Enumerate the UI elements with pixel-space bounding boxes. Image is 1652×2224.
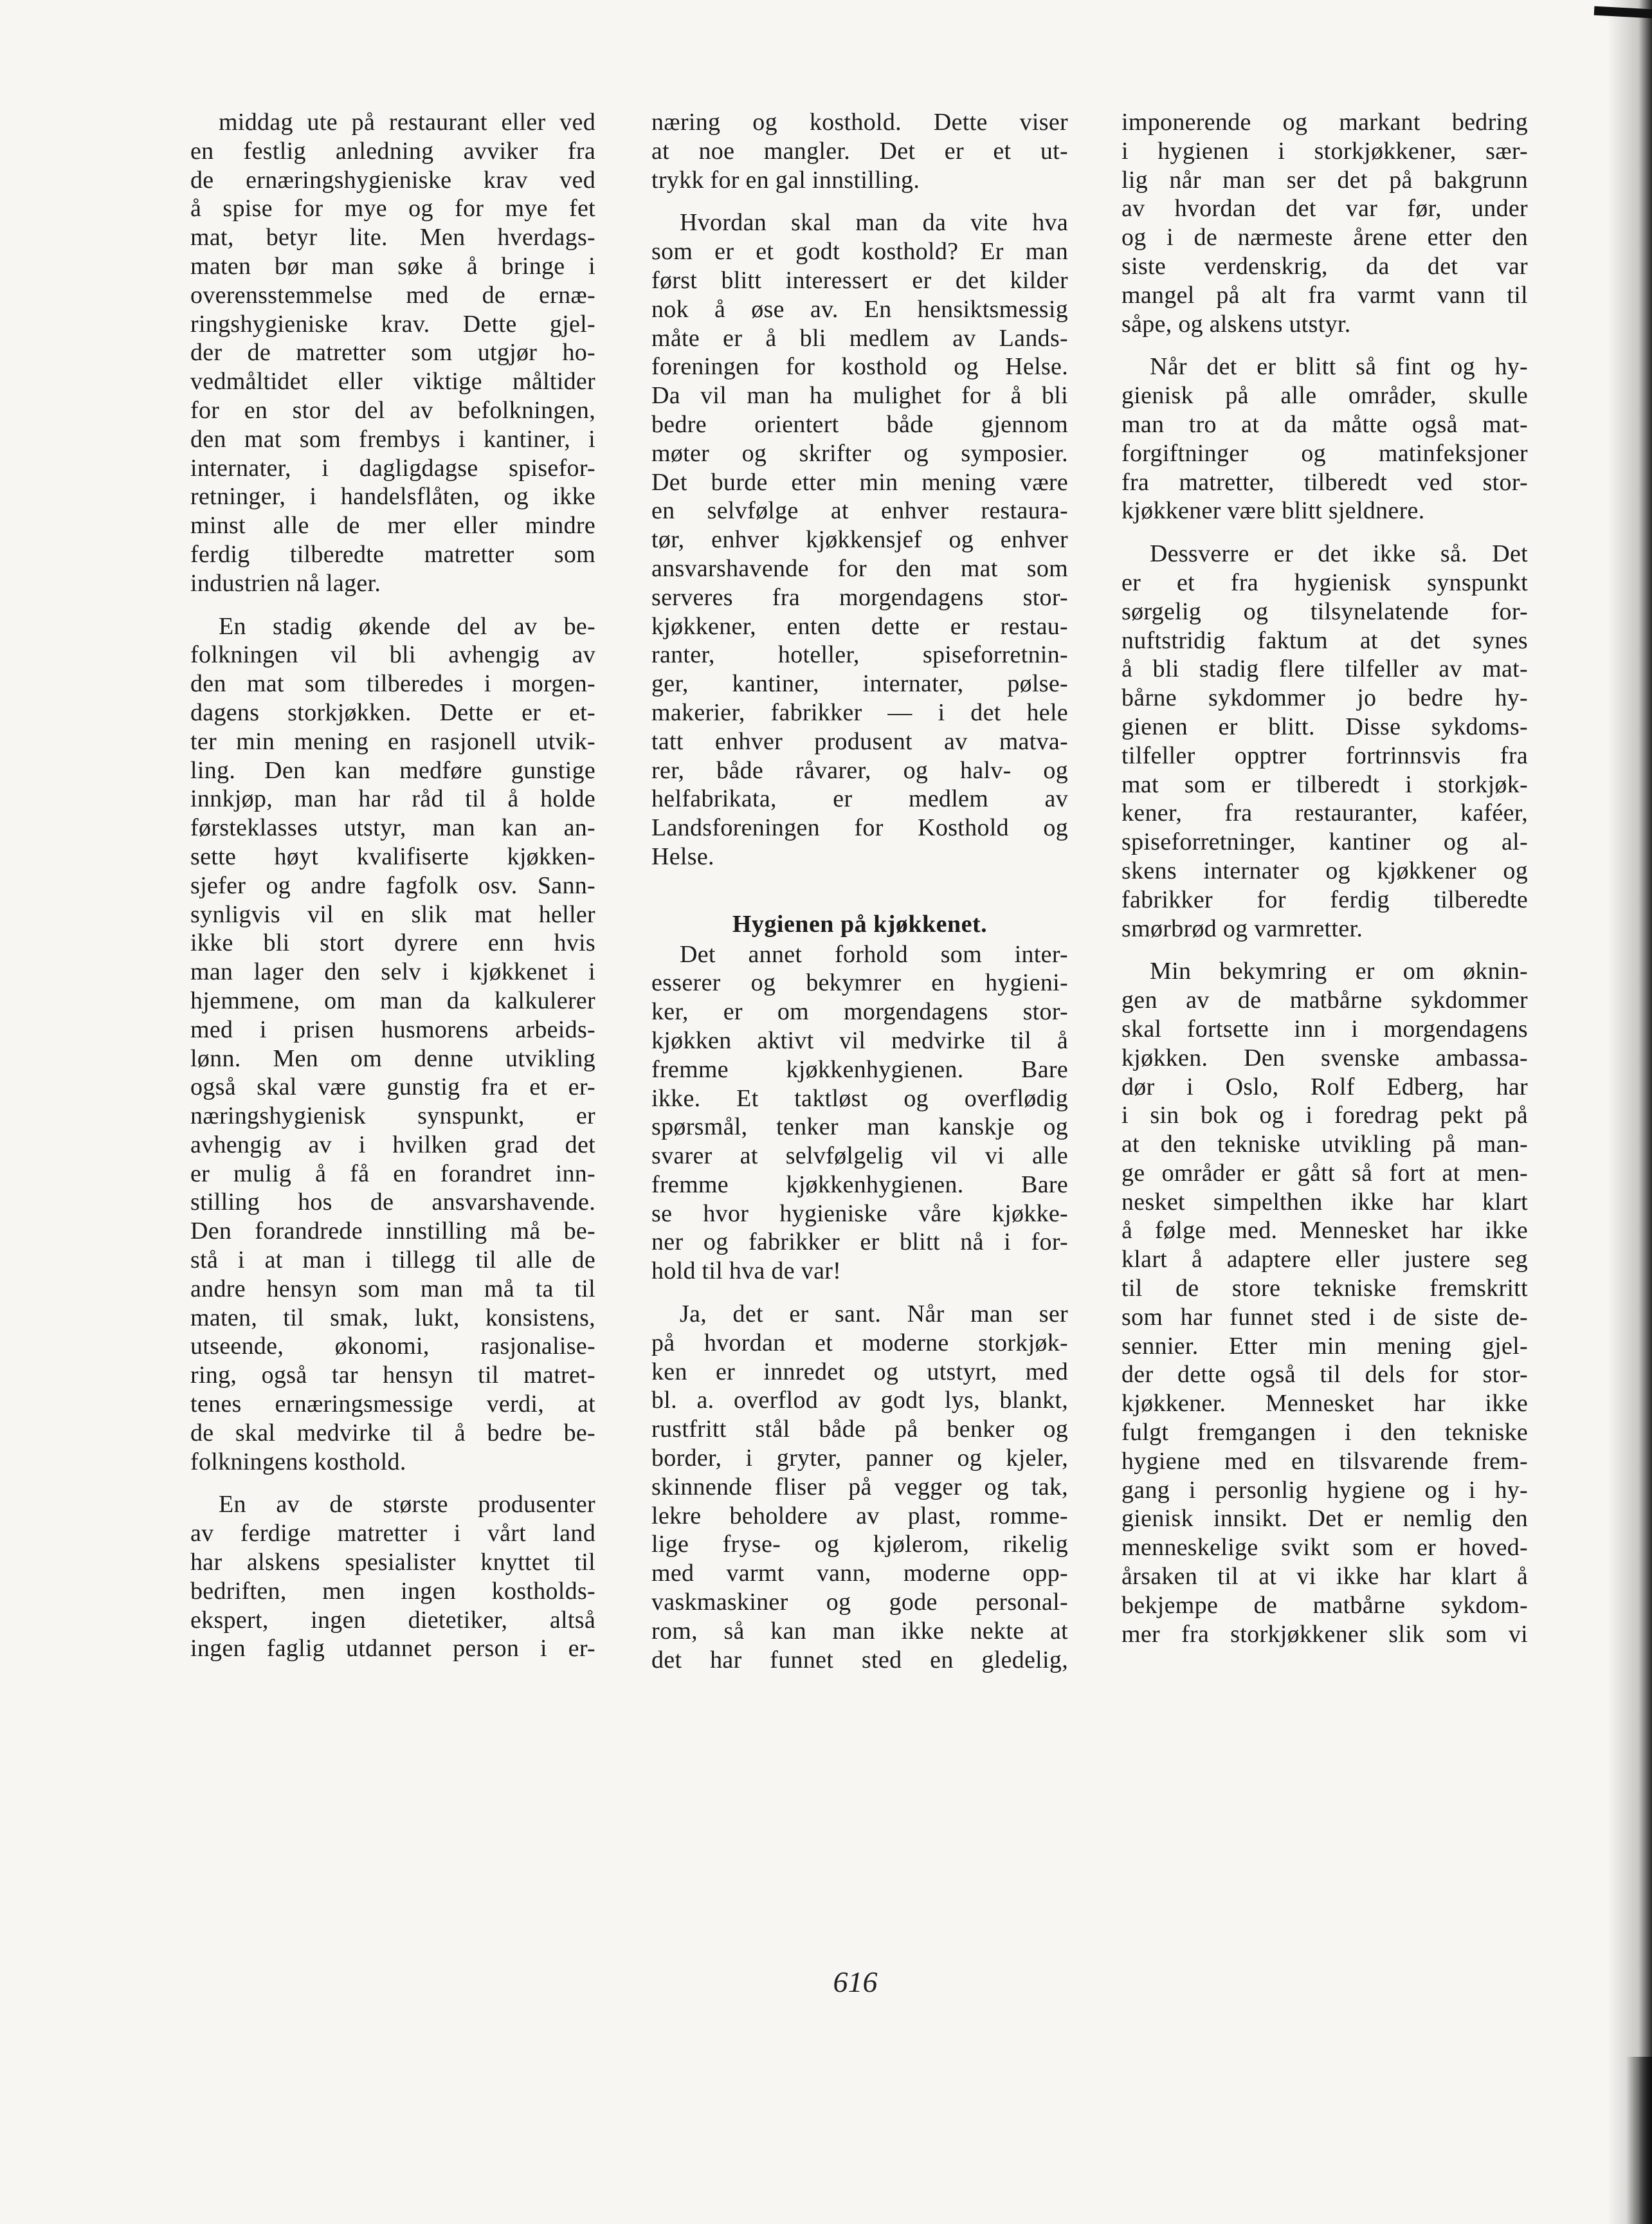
text-line: den mat som tilberedes i morgen- bbox=[190, 670, 595, 698]
text-line: som er et godt kosthold? Er man bbox=[651, 238, 1068, 266]
text-line: Da vil man ha mulighet for å bli bbox=[651, 382, 1068, 410]
text-line: ringshygieniske krav. Dette gjel- bbox=[190, 310, 595, 338]
text-line: er et fra hygienisk synspunkt bbox=[1121, 569, 1528, 596]
text-line: fra matretter, tilberedt ved stor- bbox=[1121, 468, 1528, 496]
text-line: næring og kosthold. Dette viser bbox=[651, 109, 1068, 136]
text-line: skal fortsette inn i morgendagens bbox=[1121, 1015, 1528, 1043]
text-line: foreningen for kosthold og Helse. bbox=[651, 353, 1068, 381]
text-line: og i de nærmeste årene etter den bbox=[1121, 224, 1528, 251]
text-line: på hvordan et moderne storkjøk- bbox=[651, 1329, 1068, 1356]
text-line: lige fryse- og kjølerom, rikelig bbox=[651, 1531, 1068, 1558]
text-line: Landsforeningen for Kosthold og bbox=[651, 814, 1068, 842]
text-line: Dessverre er det ikke så. Det bbox=[1150, 540, 1528, 568]
text-line: ranter, hoteller, spiseforretnin- bbox=[651, 641, 1068, 669]
text-line: der dette også til dels for stor- bbox=[1121, 1361, 1528, 1389]
paragraph bbox=[651, 940, 1068, 1286]
text-line: bedre orientert både gjennom bbox=[651, 410, 1068, 438]
text-line: trykk for en gal innstilling. bbox=[651, 166, 920, 194]
text-line: En stadig økende del av be- bbox=[219, 612, 595, 640]
text-line: skinnende fliser på vegger og tak, bbox=[651, 1473, 1068, 1500]
text-line: helfabrikata, er medlem av bbox=[651, 785, 1068, 813]
text-line: i hygienen i storkjøkkener, sær- bbox=[1121, 137, 1528, 165]
text-line: med i prisen husmorens arbeids- bbox=[190, 1016, 595, 1043]
text-line: først blitt interessert er det kilder bbox=[651, 266, 1068, 294]
scan-edge-shadow bbox=[1626, 2057, 1652, 2224]
text-line: de skal medvirke til å bedre be- bbox=[190, 1419, 595, 1446]
text-line: der de matretter som utgjør ho- bbox=[190, 339, 595, 367]
text-line: Min bekymring er om øknin- bbox=[1150, 958, 1528, 985]
text-line: lønn. Men om denne utvikling bbox=[190, 1044, 595, 1072]
text-line: møter og skrifter og symposier. bbox=[651, 439, 1068, 467]
text-line: kjøkkener, enten dette er restau- bbox=[651, 612, 1068, 640]
text-line: ekspert, ingen dietetiker, altså bbox=[190, 1606, 595, 1634]
paragraph bbox=[651, 108, 1068, 194]
paragraph-gap bbox=[190, 1476, 595, 1490]
text-line: ker, er om morgendagens stor- bbox=[651, 998, 1068, 1026]
text-line: gen av de matbårne sykdommer bbox=[1121, 987, 1528, 1014]
text-line: En av de største produsenter bbox=[219, 1491, 595, 1518]
paragraph bbox=[190, 1490, 595, 1663]
text-line: Når det er blitt så fint og hy- bbox=[1150, 353, 1528, 381]
text-column-2 bbox=[651, 108, 1068, 1674]
text-line: tør, enhver kjøkkensjef og enhver bbox=[651, 526, 1068, 554]
text-line: man lager den selv i kjøkkenet i bbox=[190, 958, 595, 986]
text-line: ter min mening en rasjonell utvik- bbox=[190, 727, 595, 755]
text-line: nok å øse av. En hensiktsmessig bbox=[651, 295, 1068, 323]
text-line: lekre beholdere av plast, romme- bbox=[651, 1502, 1068, 1529]
text-line: dør i Oslo, Rolf Edberg, har bbox=[1121, 1073, 1528, 1100]
text-line: sennier. Etter min mening gjel- bbox=[1121, 1332, 1528, 1360]
text-line: såpe, og alskens utstyr. bbox=[1121, 310, 1351, 338]
text-column-1 bbox=[190, 108, 595, 1663]
text-line: industrien nå lager. bbox=[190, 569, 381, 597]
text-line: avhengig av i hvilken grad det bbox=[190, 1131, 595, 1158]
text-line: fremme kjøkkenhygienen. Bare bbox=[651, 1171, 1068, 1198]
text-line: vedmåltidet eller viktige måltider bbox=[190, 368, 595, 396]
text-line: næringshygienisk synspunkt, er bbox=[190, 1102, 595, 1130]
paragraph-gap bbox=[1121, 943, 1528, 957]
text-line: av hvordan det var før, under bbox=[1121, 195, 1528, 223]
text-line: esserer og bekymrer en hygieni- bbox=[651, 969, 1068, 997]
text-line: kener, fra restauranter, kaféer, bbox=[1121, 799, 1528, 827]
paragraph-gap bbox=[651, 194, 1068, 208]
text-line: Det burde etter min mening være bbox=[651, 468, 1068, 496]
text-line: Helse. bbox=[651, 843, 714, 870]
text-line: for en stor del av befolkningen, bbox=[190, 396, 595, 424]
text-line: maten bør man søke å bringe i bbox=[190, 252, 595, 280]
text-line: ansvarshavende for den mat som bbox=[651, 554, 1068, 582]
paragraph bbox=[1121, 108, 1528, 338]
text-line: tatt enhver produsent av matva- bbox=[651, 727, 1068, 755]
text-line: forgiftninger og matinfeksjoner bbox=[1121, 439, 1528, 467]
text-line: med varmt vann, moderne opp- bbox=[651, 1560, 1068, 1587]
text-line: ner og fabrikker er blitt nå i for- bbox=[651, 1228, 1068, 1256]
text-line: ken er innredet og utstyrt, med bbox=[651, 1358, 1068, 1385]
text-line: andre hensyn som man må ta til bbox=[190, 1275, 595, 1302]
text-line: imponerende og markant bedring bbox=[1121, 109, 1528, 136]
text-line: utseende, økonomi, rasjonalise- bbox=[190, 1333, 595, 1360]
text-line: mangel på alt fra varmt vann til bbox=[1121, 281, 1528, 309]
text-line: å spise for mye og for mye fet bbox=[190, 195, 595, 223]
text-line: måte er å bli medlem av Lands- bbox=[651, 324, 1068, 352]
text-line: tilfeller opptrer fortrinnsvis fra bbox=[1121, 742, 1528, 769]
text-line: retninger, i handelsflåten, og ikke bbox=[190, 483, 595, 511]
text-line: border, i gryter, panner og kjeler, bbox=[651, 1445, 1068, 1472]
text-line: smørbrød og varmretter. bbox=[1121, 915, 1363, 942]
text-line: kjøkkener være blitt sjeldnere. bbox=[1121, 497, 1425, 525]
text-line: er mulig å få en forandret inn- bbox=[190, 1160, 595, 1187]
text-line: gienen er blitt. Disse sykdoms- bbox=[1121, 713, 1528, 740]
text-line: fabrikker for ferdig tilberedte bbox=[1121, 886, 1528, 913]
text-line: rer, både råvarer, og halv- og bbox=[651, 756, 1068, 784]
text-line: også skal være gunstig fra et er- bbox=[190, 1073, 595, 1101]
text-line: vaskmaskiner og gode personal- bbox=[651, 1589, 1068, 1616]
text-line: middag ute på restaurant eller ved bbox=[219, 109, 595, 136]
text-line: mer fra storkjøkkener slik som vi bbox=[1121, 1620, 1528, 1648]
text-line: maten, til smak, lukt, konsistens, bbox=[190, 1304, 595, 1331]
text-line: man tro at da måtte også mat- bbox=[1121, 410, 1528, 438]
text-line: Hvordan skal man da vite hva bbox=[680, 209, 1068, 237]
paragraph bbox=[190, 612, 595, 1477]
text-line: tenes ernæringsmessige verdi, at bbox=[190, 1390, 595, 1418]
text-line: har alskens spesialister knyttet til bbox=[190, 1549, 595, 1576]
text-line: Ja, det er sant. Når man ser bbox=[680, 1300, 1068, 1328]
text-line: fremme kjøkkenhygienen. Bare bbox=[651, 1055, 1068, 1083]
text-line: å følge med. Mennesket har ikke bbox=[1121, 1217, 1528, 1244]
text-line: ferdig tilberedte matretter som bbox=[190, 540, 595, 568]
text-line: Den forandrede innstilling må be- bbox=[190, 1217, 595, 1245]
text-line: hygiene med en tilsvarende frem- bbox=[1121, 1447, 1528, 1475]
paragraph bbox=[651, 208, 1068, 871]
text-line: sørgelig og tilsynelatende for- bbox=[1121, 597, 1528, 625]
paragraph-gap bbox=[1121, 525, 1528, 540]
text-line: ge områder er gått så fort at men- bbox=[1121, 1159, 1528, 1187]
text-line: at noe mangler. Det er et ut- bbox=[651, 137, 1068, 165]
text-line: ikke bli stort dyrere enn hvis bbox=[190, 929, 595, 957]
text-line: ingen faglig utdannet person i er- bbox=[190, 1635, 595, 1663]
text-line: innkjøp, man har råd til å holde bbox=[190, 785, 595, 813]
paragraph bbox=[651, 1300, 1068, 1674]
paragraph bbox=[1121, 957, 1528, 1648]
text-line: synligvis vil en slik mat heller bbox=[190, 900, 595, 928]
text-line: minst alle de mer eller mindre bbox=[190, 512, 595, 540]
text-line: Det annet forhold som inter- bbox=[680, 940, 1068, 968]
text-line: bl. a. overflod av godt lys, blankt, bbox=[651, 1387, 1068, 1414]
text-line: årsaken til at vi ikke har klart å bbox=[1121, 1563, 1528, 1591]
text-line: menneskelige svikt som er hoved- bbox=[1121, 1534, 1528, 1562]
text-line: stå i at man i tillegg til alle de bbox=[190, 1246, 595, 1274]
text-column-3 bbox=[1121, 108, 1528, 1648]
text-line: som har funnet sted i de siste de- bbox=[1121, 1303, 1528, 1331]
text-line: spiseforretninger, kantiner og al- bbox=[1121, 828, 1528, 856]
text-line: til de store tekniske fremskritt bbox=[1121, 1275, 1528, 1302]
text-line: ger, kantiner, internater, pølse- bbox=[651, 670, 1068, 698]
text-line: hold til hva de var! bbox=[651, 1257, 842, 1285]
text-line: en festlig anledning avviker fra bbox=[190, 137, 595, 165]
text-line: svarer at selvfølgelig vil vi alle bbox=[651, 1142, 1068, 1170]
text-line: en selvfølge at enhver restaura- bbox=[651, 497, 1068, 525]
text-line: siste verdenskrig, da det var bbox=[1121, 252, 1528, 280]
text-line: internater, i dagligdagse spisefor- bbox=[190, 454, 595, 482]
text-line: den mat som frembys i kantiner, i bbox=[190, 425, 595, 453]
paragraph-gap bbox=[651, 1286, 1068, 1300]
text-line: gienisk på alle områder, skulle bbox=[1121, 382, 1528, 410]
paragraph bbox=[1121, 540, 1528, 943]
text-line: å bli stadig flere tilfeller av mat- bbox=[1121, 655, 1528, 683]
text-line: serveres fra morgendagens stor- bbox=[651, 583, 1068, 611]
text-line: lig når man ser det på bakgrunn bbox=[1121, 166, 1528, 194]
text-line: nesket simpelthen ikke har klart bbox=[1121, 1188, 1528, 1216]
paragraph-gap bbox=[190, 598, 595, 612]
text-line: overensstemmelse med de ernæ- bbox=[190, 281, 595, 309]
text-line: spørsmål, tenker man kanskje og bbox=[651, 1113, 1068, 1141]
text-line: av ferdige matretter i vårt land bbox=[190, 1520, 595, 1547]
text-line: ling. Den kan medføre gunstige bbox=[190, 756, 595, 784]
text-line: nuftstridig faktum at det synes bbox=[1121, 626, 1528, 654]
text-line: stilling hos de ansvarshavende. bbox=[190, 1189, 595, 1216]
text-line: i sin bok og i foredrag pekt på bbox=[1121, 1102, 1528, 1129]
text-line: det har funnet sted en gledelig, bbox=[651, 1646, 1068, 1673]
text-line: dagens storkjøkken. Dette er et- bbox=[190, 698, 595, 726]
page-edge-shadow bbox=[1607, 0, 1652, 2224]
section-heading: Hygienen på kjøkkenet. bbox=[732, 910, 988, 938]
text-line: folkningen vil bli avhengig av bbox=[190, 641, 595, 669]
text-line: folkningens kosthold. bbox=[190, 1448, 406, 1475]
text-line: kjøkken aktivt vil medvirke til å bbox=[651, 1026, 1068, 1054]
text-line: fulgt fremgangen i den tekniske bbox=[1121, 1419, 1528, 1446]
text-line: klart å adaptere eller justere seg bbox=[1121, 1246, 1528, 1273]
text-line: rustfritt stål både på benker og bbox=[651, 1416, 1068, 1443]
paragraph-gap bbox=[1121, 338, 1528, 352]
paragraph bbox=[1121, 352, 1528, 525]
text-line: sjefer og andre fagfolk osv. Sann- bbox=[190, 871, 595, 899]
text-line: gienisk innsikt. Det er nemlig den bbox=[1121, 1505, 1528, 1533]
text-line: mat, betyr lite. Men hverdags- bbox=[190, 224, 595, 251]
text-line: skens internater og kjøkkener og bbox=[1121, 857, 1528, 884]
text-line: mat som er tilberedt i storkjøk- bbox=[1121, 770, 1528, 798]
text-line: hjemmene, om man da kalkulerer bbox=[190, 987, 595, 1014]
text-line: bekjempe de matbårne sykdom- bbox=[1121, 1591, 1528, 1619]
text-line: makerier, fabrikker — i det hele bbox=[651, 698, 1068, 726]
text-line: kjøkkener. Mennesket har ikke bbox=[1121, 1390, 1528, 1417]
paragraph bbox=[190, 108, 595, 598]
text-line: ring, også tar hensyn til matret- bbox=[190, 1362, 595, 1389]
text-line: se hvor hygieniske våre kjøkke- bbox=[651, 1199, 1068, 1227]
text-line: rom, så kan man ikke nekte at bbox=[651, 1617, 1068, 1645]
text-line: førsteklasses utstyr, man kan an- bbox=[190, 814, 595, 842]
text-line: bårne sykdommer jo bedre hy- bbox=[1121, 684, 1528, 712]
text-line: gang i personlig hygiene og i hy- bbox=[1121, 1476, 1528, 1504]
text-line: kjøkken. Den svenske ambassa- bbox=[1121, 1044, 1528, 1071]
text-line: ikke. Et taktløst og overflødig bbox=[651, 1084, 1068, 1112]
text-line: bedriften, men ingen kostholds- bbox=[190, 1577, 595, 1605]
text-line: at den tekniske utvikling på man- bbox=[1121, 1131, 1528, 1158]
text-line: sette høyt kvalifiserte kjøkken- bbox=[190, 843, 595, 870]
page-number: 616 bbox=[833, 1965, 878, 1998]
text-line: de ernæringshygieniske krav ved bbox=[190, 166, 595, 194]
